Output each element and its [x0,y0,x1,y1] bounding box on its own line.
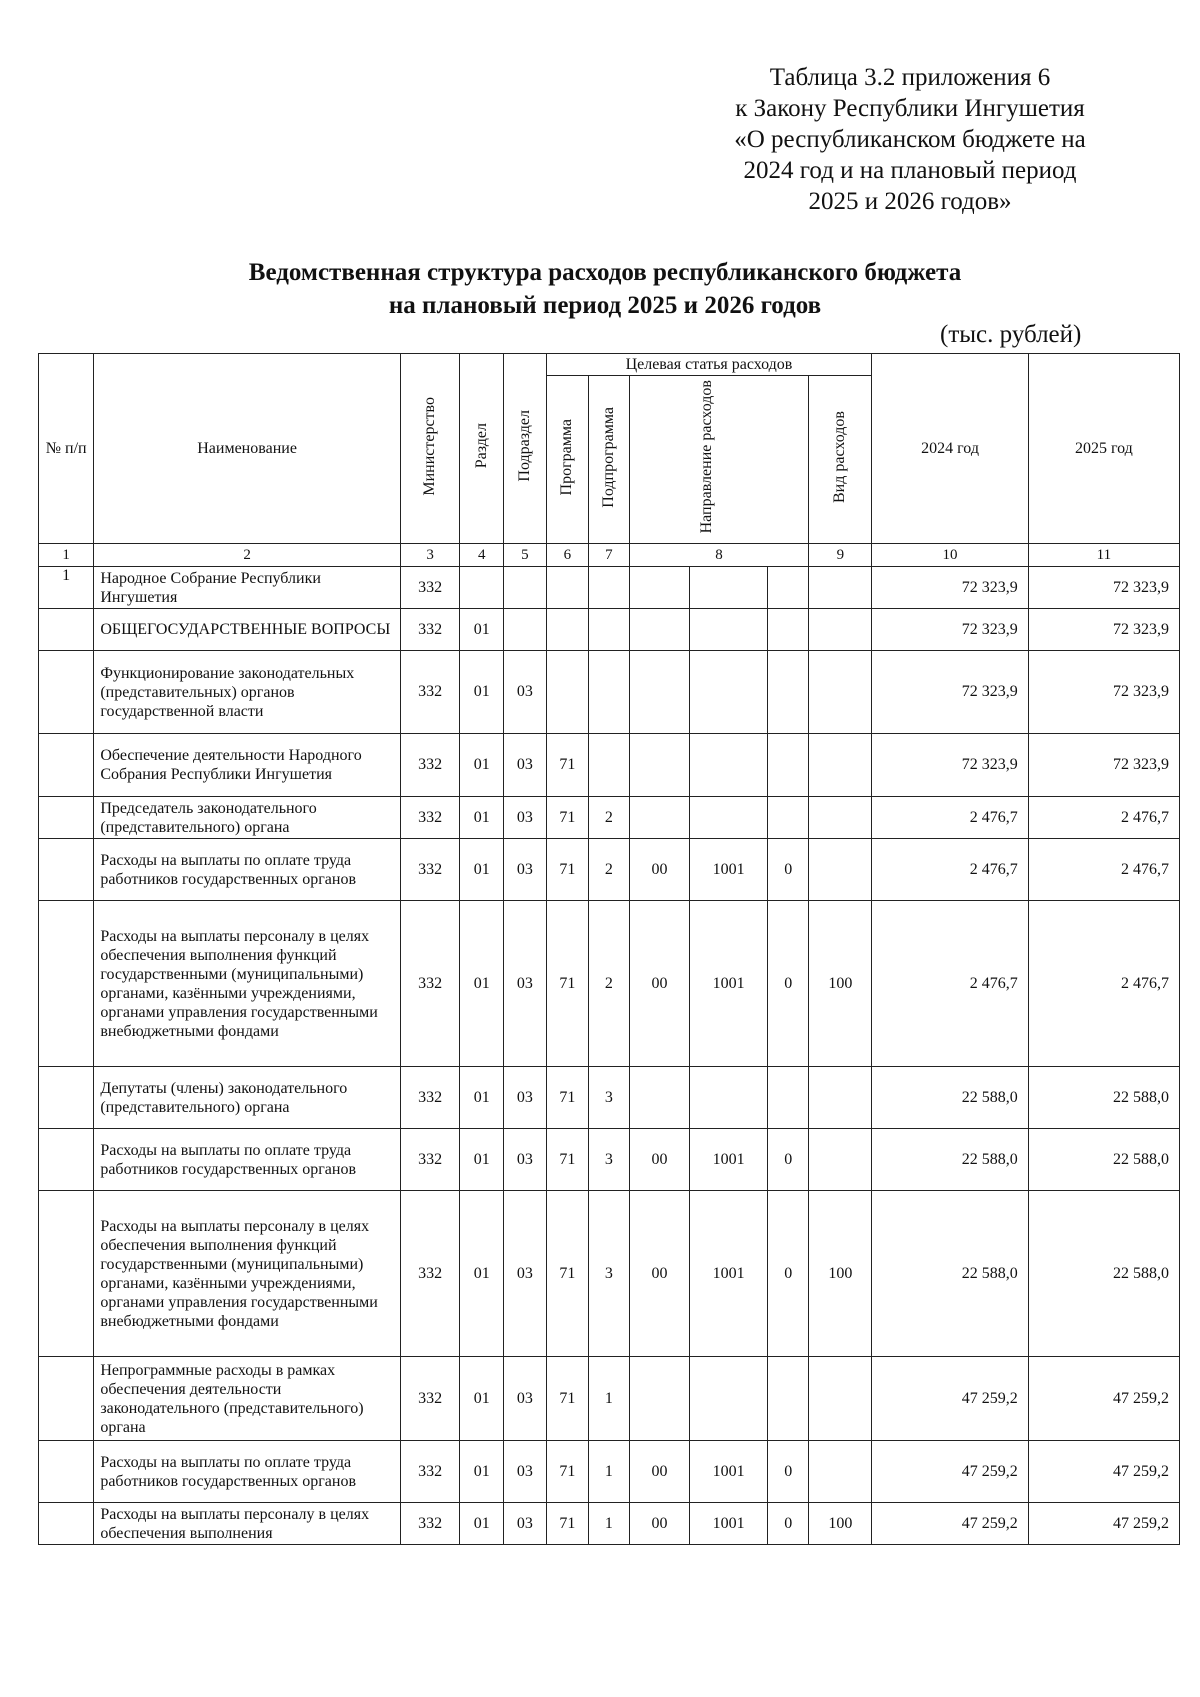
amount-2024-cell: 22 588,0 [872,1129,1028,1191]
section-cell: 01 [460,1503,504,1545]
direction-part3-cell [767,1067,809,1129]
row-name-cell: Депутаты (члены) законодательного (представительного) органа [94,1067,401,1129]
row-name-cell: Председатель законодательного (представительного) органа [94,797,401,839]
expense-type-cell [809,1357,872,1441]
subprogram-cell [589,609,629,651]
appendix-line: Таблица 3.2 приложения 6 [769,64,1051,91]
direction-part3-cell [767,734,809,797]
subprogram-cell [589,734,629,797]
direction-part3-cell [767,609,809,651]
units-label: (тыс. рублей) [940,321,1082,348]
amount-2025-cell: 72 323,9 [1028,609,1179,651]
program-cell: 71 [546,839,589,901]
title-line: на плановый период 2025 и 2026 годов [388,292,822,319]
program-cell: 71 [546,1357,589,1441]
ministry-cell: 332 [400,1357,460,1441]
header-section-label: Раздел [472,423,490,469]
amount-2024-cell: 22 588,0 [872,1191,1028,1357]
row-number-cell [39,1441,94,1503]
direction-part3-cell: 0 [767,901,809,1067]
header-target-article-label: Целевая статья расходов [625,355,793,373]
column-number: 10 [872,544,1028,567]
direction-part2-cell: 1001 [690,839,768,901]
direction-part1-cell [629,1357,690,1441]
ministry-cell: 332 [400,651,460,734]
column-number: 2 [94,544,401,567]
program-cell [546,567,589,609]
subsection-cell [504,567,547,609]
direction-part1-cell [629,1067,690,1129]
direction-part3-cell [767,651,809,734]
subprogram-cell: 3 [589,1067,629,1129]
ministry-cell: 332 [400,1191,460,1357]
budget-table [38,353,1180,1545]
section-cell: 01 [460,1357,504,1441]
header-year-2024 [872,354,1028,544]
direction-part1-cell [629,734,690,797]
table-row [39,567,1180,609]
amount-2025-cell: 47 259,2 [1028,1441,1179,1503]
direction-part1-cell: 00 [629,1129,690,1191]
subprogram-cell: 2 [589,797,629,839]
subsection-cell: 03 [504,839,547,901]
program-cell [546,651,589,734]
table-row [39,901,1180,1067]
amount-2024-cell: 2 476,7 [872,839,1028,901]
direction-part3-cell: 0 [767,1503,809,1545]
amount-2025-cell: 72 323,9 [1028,567,1179,609]
table-row [39,1191,1180,1357]
direction-part3-cell [767,797,809,839]
amount-2024-cell: 72 323,9 [872,567,1028,609]
direction-part2-cell [690,1357,768,1441]
direction-part2-cell [690,651,768,734]
column-number: 5 [504,544,547,567]
row-name-cell: Функционирование законодательных (представительных) органов государственной власти [94,651,401,734]
header-name [94,354,401,544]
program-cell: 71 [546,901,589,1067]
table-row [39,609,1180,651]
table-row [39,1441,1180,1503]
subprogram-cell: 1 [589,1503,629,1545]
direction-part3-cell: 0 [767,1191,809,1357]
header-ministry-label: Министерство [421,396,439,496]
expense-type-cell [809,567,872,609]
header-subsection [504,354,547,544]
direction-part3-cell [767,567,809,609]
section-cell: 01 [460,1441,504,1503]
direction-part2-cell [690,1067,768,1129]
appendix-line: к Закону Республики Ингушетия [735,95,1085,122]
subprogram-cell: 1 [589,1441,629,1503]
amount-2025-cell: 22 588,0 [1028,1067,1179,1129]
ministry-cell: 332 [400,609,460,651]
row-name-cell: Расходы на выплаты персоналу в целях обеспечения выполнения функций государственными (муниципальными) органами, казёнными учреждениями, органами управления государственными внебюджетными фондами [94,901,401,1067]
section-cell: 01 [460,734,504,797]
amount-2024-cell: 47 259,2 [872,1503,1028,1545]
table-row [39,1357,1180,1441]
row-name-cell: Народное Собрание Республики Ингушетия [94,567,401,609]
direction-part2-cell [690,734,768,797]
amount-2025-cell: 22 588,0 [1028,1191,1179,1357]
direction-part2-cell [690,797,768,839]
header-direction-label: Направление расходов [698,380,716,534]
header-target-article [546,354,872,376]
row-name-cell: Расходы на выплаты по оплате труда работников государственных органов [94,839,401,901]
subsection-cell: 03 [504,1503,547,1545]
expense-type-cell [809,734,872,797]
direction-part1-cell: 00 [629,1191,690,1357]
program-cell: 71 [546,1067,589,1129]
ministry-cell: 332 [400,1067,460,1129]
section-cell: 01 [460,1067,504,1129]
direction-part1-cell [629,567,690,609]
subsection-cell: 03 [504,797,547,839]
section-cell: 01 [460,609,504,651]
subsection-cell: 03 [504,734,547,797]
expense-type-cell [809,651,872,734]
amount-2024-cell: 47 259,2 [872,1441,1028,1503]
appendix-note [640,62,1180,217]
row-number-cell [39,1191,94,1357]
direction-part2-cell: 1001 [690,1441,768,1503]
row-name-cell: Расходы на выплаты персоналу в целях обеспечения выполнения функций государственными (муниципальными) органами, казёнными учреждениями, органами управления государственными внебюджетными фондами [94,1191,401,1357]
column-number: 6 [546,544,589,567]
amount-2024-cell: 72 323,9 [872,651,1028,734]
expense-type-cell [809,797,872,839]
subsection-cell: 03 [504,901,547,1067]
direction-part1-cell: 00 [629,1503,690,1545]
row-number-cell [39,797,94,839]
direction-part3-cell: 0 [767,1129,809,1191]
amount-2024-cell: 2 476,7 [872,901,1028,1067]
amount-2024-cell: 72 323,9 [872,734,1028,797]
section-cell: 01 [460,901,504,1067]
direction-part2-cell: 1001 [690,1129,768,1191]
amount-2024-cell: 72 323,9 [872,609,1028,651]
subprogram-cell: 3 [589,1191,629,1357]
column-number: 7 [589,544,629,567]
column-number: 8 [629,544,809,567]
header-direction [629,376,809,544]
amount-2025-cell: 22 588,0 [1028,1129,1179,1191]
direction-part2-cell: 1001 [690,901,768,1067]
header-num-label: № п/п [45,439,87,457]
table-row [39,797,1180,839]
column-number: 11 [1028,544,1179,567]
section-cell: 01 [460,651,504,734]
row-number-cell [39,1503,94,1545]
subsection-cell: 03 [504,1129,547,1191]
row-name-cell: Расходы на выплаты персоналу в целях обеспечения выполнения [94,1503,401,1545]
header-year-2025-label: 2025 год [1074,439,1133,457]
row-number-cell [39,839,94,901]
program-cell: 71 [546,734,589,797]
header-ministry [400,354,460,544]
subsection-cell: 03 [504,1191,547,1357]
row-number-cell [39,901,94,1067]
header-expense-type [809,376,872,544]
appendix-line: 2025 и 2026 годов» [808,188,1012,215]
row-number-cell [39,1129,94,1191]
direction-part1-cell [629,651,690,734]
row-name-cell: Непрограммные расходы в рамках обеспечения деятельности законодательного (представительного) органа [94,1357,401,1441]
amount-2025-cell: 72 323,9 [1028,734,1179,797]
column-number-row [39,544,1180,567]
ministry-cell: 332 [400,567,460,609]
column-number: 4 [460,544,504,567]
direction-part2-cell [690,567,768,609]
ministry-cell: 332 [400,1129,460,1191]
amount-2024-cell: 22 588,0 [872,1067,1028,1129]
expense-type-cell [809,609,872,651]
direction-part2-cell: 1001 [690,1503,768,1545]
subprogram-cell [589,651,629,734]
expense-type-cell [809,1067,872,1129]
section-cell: 01 [460,1191,504,1357]
subsection-cell: 03 [504,1067,547,1129]
expense-type-cell [809,1441,872,1503]
table-row [39,1503,1180,1545]
section-cell [460,567,504,609]
direction-part1-cell [629,609,690,651]
table-row [39,839,1180,901]
ministry-cell: 332 [400,797,460,839]
header-section [460,354,504,544]
header-expense-type-label: Вид расходов [831,411,849,503]
subsection-cell: 03 [504,651,547,734]
table-row [39,1067,1180,1129]
direction-part3-cell: 0 [767,1441,809,1503]
subprogram-cell: 1 [589,1357,629,1441]
direction-part2-cell: 1001 [690,1191,768,1357]
section-cell: 01 [460,839,504,901]
section-cell: 01 [460,797,504,839]
header-subprogram-label: Подпрограмма [599,406,617,508]
program-cell: 71 [546,797,589,839]
amount-2025-cell: 47 259,2 [1028,1357,1179,1441]
row-name-cell: ОБЩЕГОСУДАРСТВЕННЫЕ ВОПРОСЫ [94,609,401,651]
program-cell: 71 [546,1129,589,1191]
amount-2024-cell: 2 476,7 [872,797,1028,839]
subprogram-cell [589,567,629,609]
row-name-cell: Расходы на выплаты по оплате труда работников государственных органов [94,1129,401,1191]
header-year-2024-label: 2024 год [921,439,979,457]
appendix-line: «О республиканском бюджете на [734,126,1086,153]
direction-part1-cell: 00 [629,839,690,901]
amount-2024-cell: 47 259,2 [872,1357,1028,1441]
document-title [130,256,1080,322]
amount-2025-cell: 47 259,2 [1028,1503,1179,1545]
ministry-cell: 332 [400,901,460,1067]
ministry-cell: 332 [400,1503,460,1545]
column-number: 1 [39,544,94,567]
direction-part1-cell [629,797,690,839]
row-name-cell: Расходы на выплаты по оплате труда работников государственных органов [94,1441,401,1503]
expense-type-cell [809,1129,872,1191]
subsection-cell: 03 [504,1357,547,1441]
program-cell: 71 [546,1503,589,1545]
direction-part1-cell: 00 [629,901,690,1067]
table-row [39,734,1180,797]
appendix-line: 2024 год и на плановый период [743,157,1077,184]
direction-part2-cell [690,609,768,651]
row-number-cell [39,651,94,734]
ministry-cell: 332 [400,1441,460,1503]
header-subsection-label: Подраздел [515,410,533,482]
expense-type-cell [809,839,872,901]
ministry-cell: 332 [400,839,460,901]
row-number-cell: 1 [39,567,94,609]
direction-part1-cell: 00 [629,1441,690,1503]
expense-type-cell: 100 [809,1503,872,1545]
row-number-cell [39,1357,94,1441]
program-cell: 71 [546,1191,589,1357]
amount-2025-cell: 2 476,7 [1028,901,1179,1067]
header-subprogram [589,376,629,544]
expense-type-cell: 100 [809,901,872,1067]
row-number-cell [39,609,94,651]
row-number-cell [39,1067,94,1129]
subsection-cell [504,609,547,651]
amount-2025-cell: 2 476,7 [1028,839,1179,901]
subprogram-cell: 2 [589,839,629,901]
subprogram-cell: 3 [589,1129,629,1191]
header-year-2025 [1028,354,1179,544]
header-num [39,354,94,544]
table-header [39,354,1180,544]
subprogram-cell: 2 [589,901,629,1067]
direction-part3-cell [767,1357,809,1441]
header-name-label: Наименование [197,439,297,457]
direction-part3-cell: 0 [767,839,809,901]
expense-type-cell: 100 [809,1191,872,1357]
section-cell: 01 [460,1129,504,1191]
title-line: Ведомственная структура расходов республиканского бюджета [248,259,962,286]
column-number: 3 [400,544,460,567]
amount-2025-cell: 72 323,9 [1028,651,1179,734]
header-program-label: Программа [558,418,576,496]
header-program [546,376,589,544]
subsection-cell: 03 [504,1441,547,1503]
row-name-cell: Обеспечение деятельности Народного Собрания Республики Ингушетия [94,734,401,797]
table-body [39,544,1180,1545]
table-row [39,1129,1180,1191]
column-number: 9 [809,544,872,567]
amount-2025-cell: 2 476,7 [1028,797,1179,839]
ministry-cell: 332 [400,734,460,797]
program-cell: 71 [546,1441,589,1503]
table-row [39,651,1180,734]
row-number-cell [39,734,94,797]
program-cell [546,609,589,651]
